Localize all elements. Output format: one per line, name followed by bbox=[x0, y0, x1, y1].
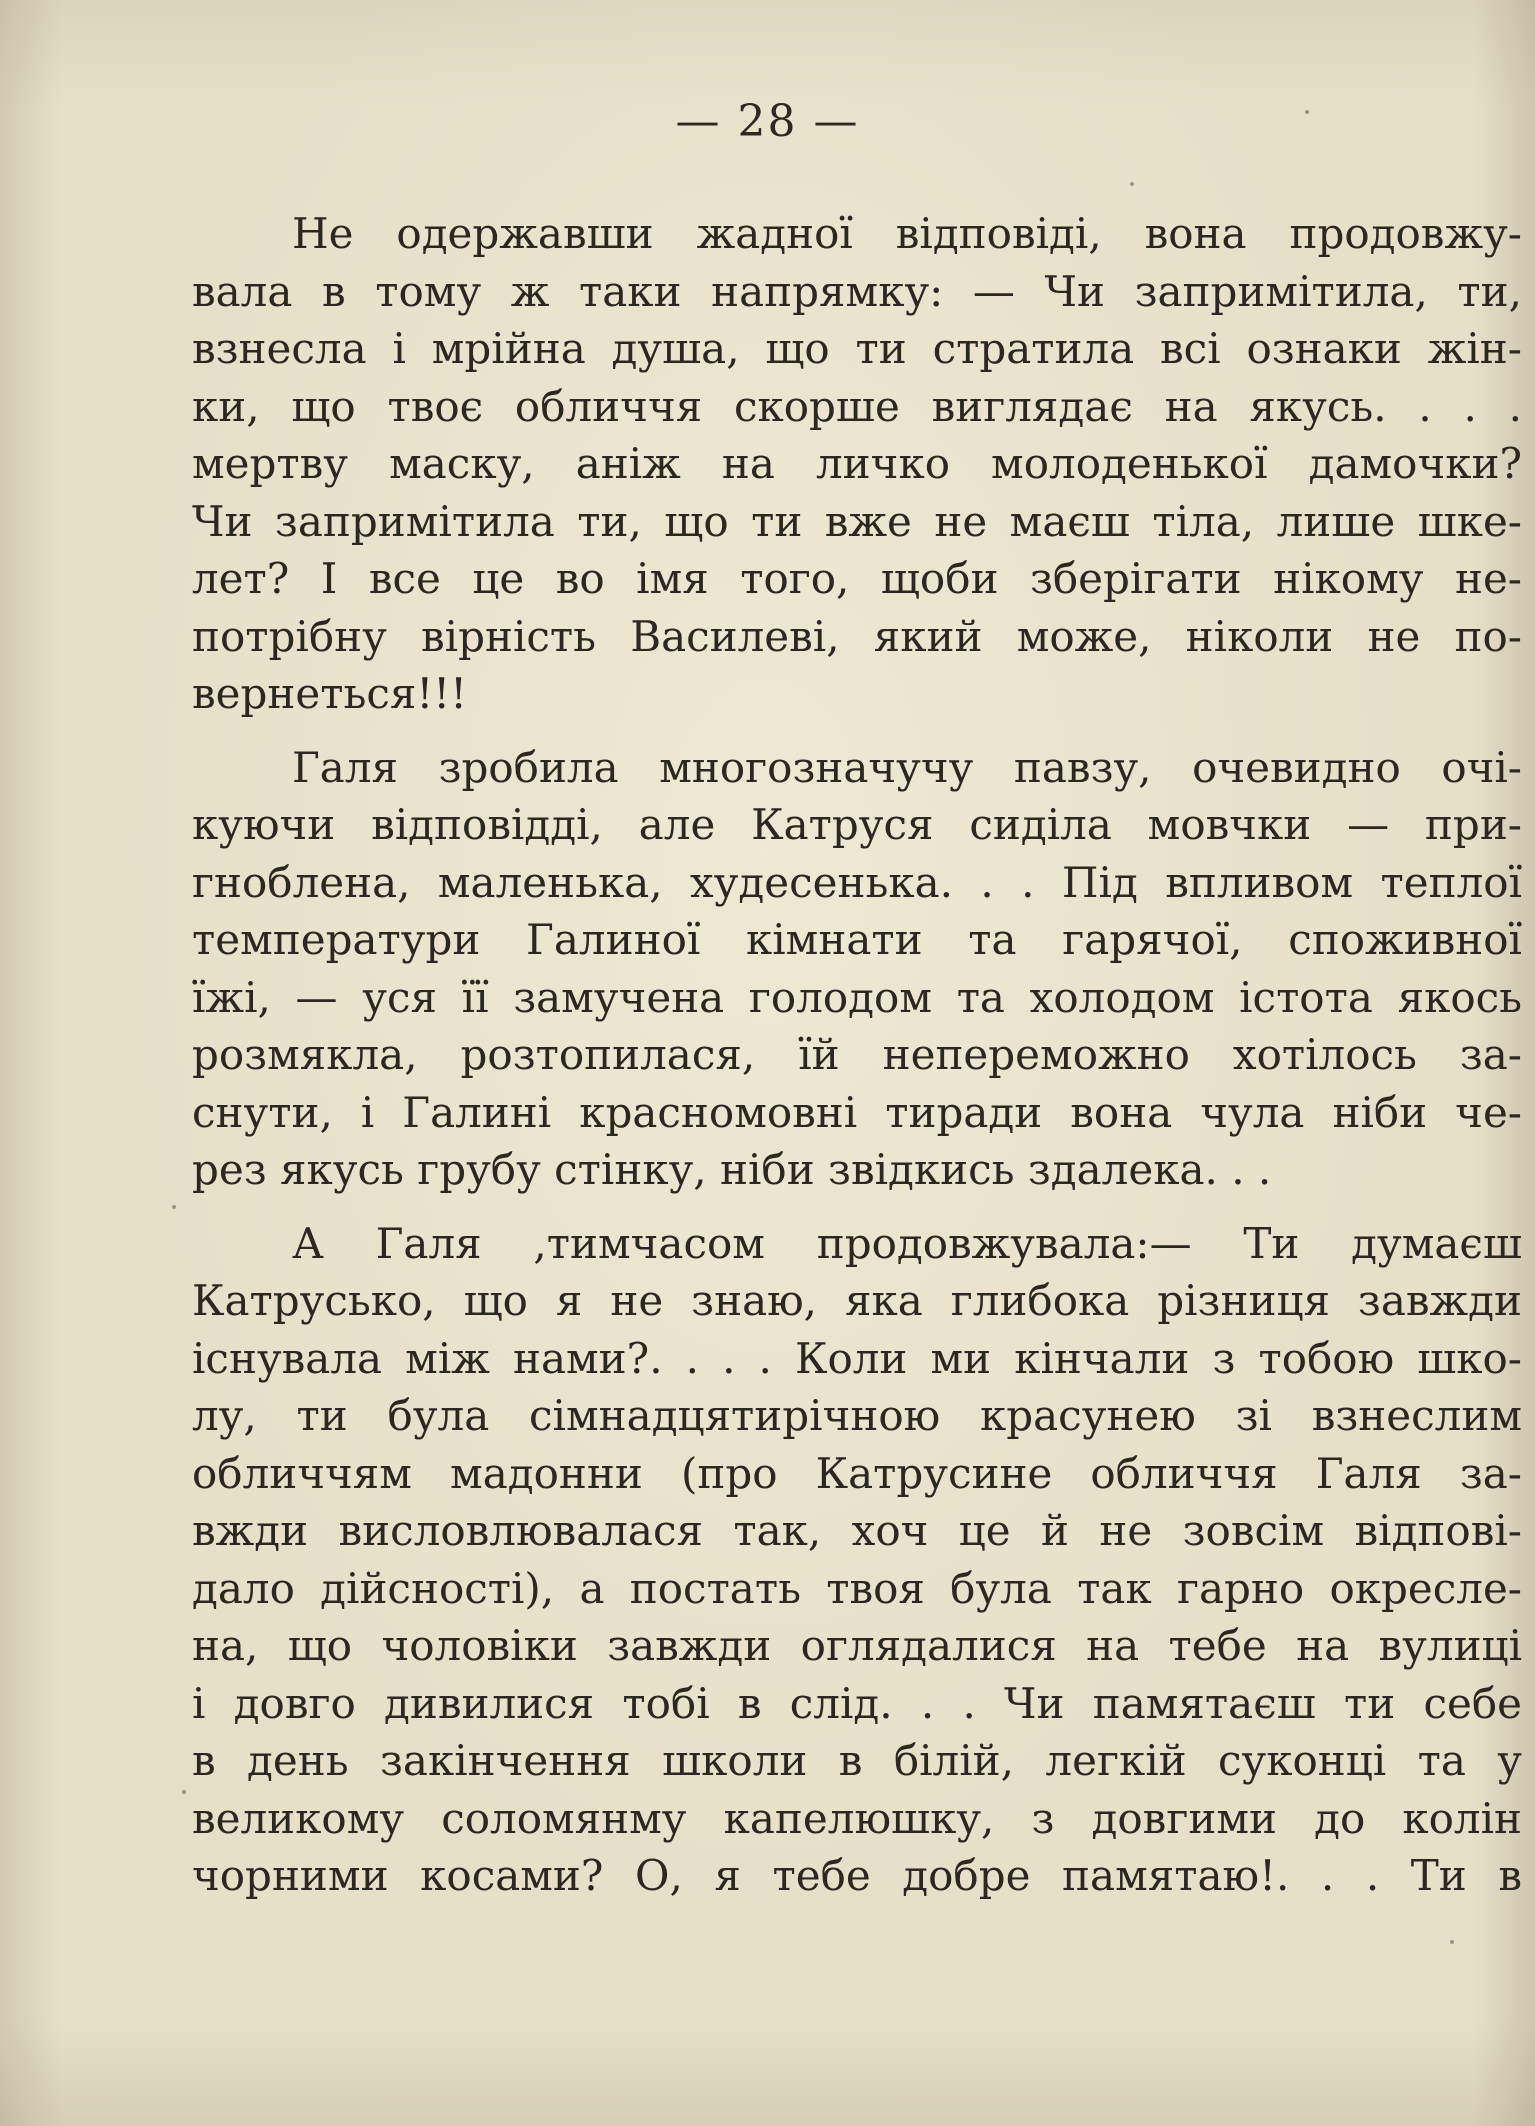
text-line: вжди висловлювалася так, хоч це й не зовсім відпові- bbox=[192, 1506, 1522, 1555]
text-line: Катрусько, що я не знаю, яка глибока різниця завжди bbox=[192, 1276, 1522, 1325]
text-line: вала в тому ж таки напрямку: — Чи запримітила, ти, bbox=[192, 266, 1522, 316]
page-number: — 28 — bbox=[675, 96, 860, 147]
body-text bbox=[192, 205, 1522, 1905]
text-line: ки, що твоє обличчя скорше виглядає на якусь. . . . bbox=[192, 381, 1522, 431]
text-line: вернеться!!! bbox=[192, 669, 467, 718]
text-line: гноблена, маленька, худесенька. . . Під впливом теплої bbox=[192, 857, 1522, 907]
text-line: взнесла і мрійна душа, що ти стратила всі ознаки жін- bbox=[192, 324, 1522, 373]
text-line: і довго дивилися тобі в слід. . . Чи памятаєш ти себе bbox=[192, 1678, 1522, 1728]
text-line: в день закінчення школи в білій, легкій суконці та у bbox=[192, 1736, 1522, 1785]
text-line: існувала між нами?. . . . Коли ми кінчали з тобою шко- bbox=[192, 1333, 1522, 1383]
text-line: лет? І все це во імя того, щоби зберігати нікому не- bbox=[192, 554, 1522, 603]
paper-speck bbox=[1305, 110, 1309, 114]
text-line: Не одержавши жадної відповіді, вона продовжу- bbox=[292, 209, 1522, 258]
paragraph bbox=[192, 739, 1522, 1199]
text-line: лу, ти була сімнадцятирічною красунею зі взнеслим bbox=[192, 1391, 1522, 1440]
text-line: обличчям мадонни (про Катрусине обличчя Галя за- bbox=[192, 1448, 1522, 1498]
text-line: дало дійсності), а постать твоя була так гарно окресле- bbox=[192, 1563, 1522, 1613]
paper-speck bbox=[1450, 1940, 1454, 1944]
paper-speck bbox=[1130, 182, 1134, 186]
text-line: Чи запримітила ти, що ти вже не маєш тіла, лише шке- bbox=[192, 496, 1522, 546]
text-line: температури Галиної кімнати та гарячої, споживної bbox=[192, 915, 1522, 964]
text-line: куючи відповідді, але Катруся сиділа мовчки — при- bbox=[192, 800, 1522, 849]
paper-speck bbox=[182, 1790, 186, 1794]
paragraph bbox=[192, 1215, 1522, 1905]
paper-speck bbox=[172, 1205, 176, 1209]
paragraph bbox=[192, 205, 1522, 723]
text-line: розмякла, розтопилася, їй непереможно хотілось за- bbox=[192, 1030, 1522, 1079]
text-line: мертву маску, аніж на личко молоденької дамочки? bbox=[192, 439, 1522, 488]
text-line: Галя зробила многозначучу павзу, очевидно очі- bbox=[292, 742, 1522, 792]
text-line: снути, і Галині красномовні тиради вона чула ніби че- bbox=[192, 1087, 1522, 1137]
text-line: потрібну вірність Василеві, який може, ніколи не по- bbox=[192, 611, 1522, 661]
text-line: А Галя ,тимчасом продовжувала:— Ти думаєш bbox=[292, 1218, 1522, 1268]
text-line: чорними косами? О, я тебе добре памятаю!. . . Ти в bbox=[192, 1851, 1522, 1900]
text-line: рез якусь грубу стінку, ніби звідкись здалека. . . bbox=[192, 1145, 1272, 1194]
text-line: їжі, — уся її замучена голодом та холодом істота якось bbox=[192, 972, 1522, 1022]
text-line: на, що чоловіки завжди оглядалися на тебе на вулиці bbox=[192, 1621, 1522, 1670]
text-line: великому соломянму капелюшку, з довгими до колін bbox=[192, 1793, 1522, 1843]
